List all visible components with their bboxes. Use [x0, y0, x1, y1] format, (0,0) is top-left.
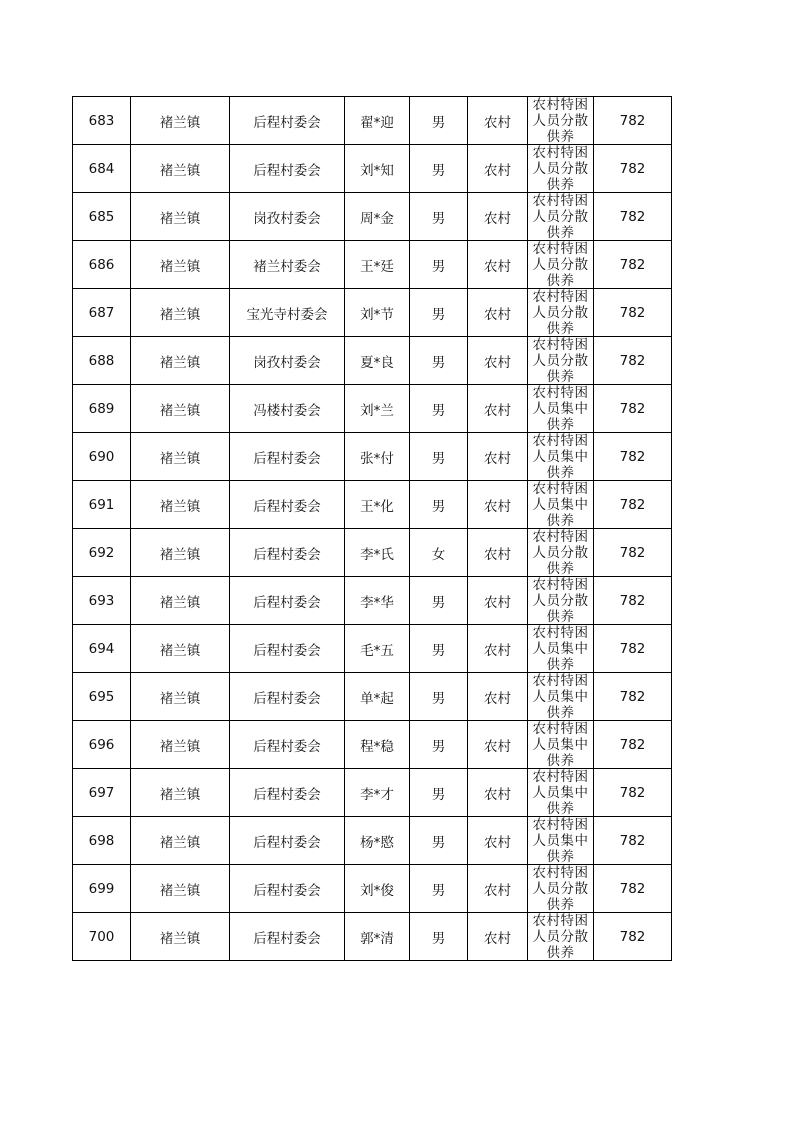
cell-person-name: 郭*清: [345, 913, 410, 961]
cell-serial-number: 691: [73, 481, 131, 529]
cell-gender: 男: [410, 625, 468, 673]
cell-amount: 782: [594, 865, 672, 913]
cell-gender: 男: [410, 817, 468, 865]
cell-support-type: [528, 673, 594, 721]
cell-town: 褚兰镇: [131, 433, 230, 481]
cell-gender: 男: [410, 97, 468, 145]
support-type-text: 农村特困人员分散供养: [532, 577, 589, 624]
cell-support-type: [528, 433, 594, 481]
cell-serial-number: 695: [73, 673, 131, 721]
table-row: [73, 97, 672, 145]
cell-person-name: 王*化: [345, 481, 410, 529]
cell-person-name: 李*华: [345, 577, 410, 625]
table-row: [73, 289, 672, 337]
cell-gender: 男: [410, 577, 468, 625]
cell-town: 褚兰镇: [131, 817, 230, 865]
cell-gender: 男: [410, 481, 468, 529]
cell-gender: 男: [410, 241, 468, 289]
cell-serial-number: 689: [73, 385, 131, 433]
cell-serial-number: 700: [73, 913, 131, 961]
cell-area-type: 农村: [468, 673, 528, 721]
cell-town: 褚兰镇: [131, 625, 230, 673]
cell-gender: 男: [410, 385, 468, 433]
support-type-text: 农村特困人员集中供养: [532, 673, 589, 720]
cell-village: 后程村委会: [230, 97, 345, 145]
support-type-text: 农村特困人员集中供养: [532, 385, 589, 432]
cell-area-type: 农村: [468, 817, 528, 865]
cell-town: 褚兰镇: [131, 673, 230, 721]
relief-roster-table: [72, 96, 672, 961]
cell-town: 褚兰镇: [131, 145, 230, 193]
cell-serial-number: 692: [73, 529, 131, 577]
support-type-text: 农村特困人员分散供养: [532, 193, 589, 240]
cell-village: 后程村委会: [230, 145, 345, 193]
cell-village: 后程村委会: [230, 769, 345, 817]
table-row: [73, 913, 672, 961]
cell-area-type: 农村: [468, 577, 528, 625]
cell-person-name: 王*廷: [345, 241, 410, 289]
cell-gender: 男: [410, 865, 468, 913]
cell-village: 后程村委会: [230, 721, 345, 769]
cell-area-type: 农村: [468, 385, 528, 433]
cell-support-type: [528, 145, 594, 193]
cell-serial-number: 683: [73, 97, 131, 145]
support-type-text: 农村特困人员分散供养: [532, 529, 589, 576]
cell-support-type: [528, 385, 594, 433]
cell-person-name: 周*金: [345, 193, 410, 241]
cell-village: 后程村委会: [230, 673, 345, 721]
support-type-text: 农村特困人员分散供养: [532, 241, 589, 288]
cell-person-name: 杨*愍: [345, 817, 410, 865]
support-type-text: 农村特困人员分散供养: [532, 865, 589, 912]
cell-serial-number: 698: [73, 817, 131, 865]
cell-support-type: [528, 625, 594, 673]
cell-serial-number: 686: [73, 241, 131, 289]
cell-amount: 782: [594, 97, 672, 145]
cell-gender: 男: [410, 145, 468, 193]
cell-amount: 782: [594, 289, 672, 337]
cell-gender: 女: [410, 529, 468, 577]
cell-area-type: 农村: [468, 433, 528, 481]
cell-gender: 男: [410, 433, 468, 481]
cell-amount: 782: [594, 817, 672, 865]
cell-support-type: [528, 241, 594, 289]
table-row: [73, 721, 672, 769]
cell-gender: 男: [410, 337, 468, 385]
cell-town: 褚兰镇: [131, 337, 230, 385]
cell-town: 褚兰镇: [131, 721, 230, 769]
cell-village: 后程村委会: [230, 817, 345, 865]
cell-gender: 男: [410, 289, 468, 337]
cell-village: 褚兰村委会: [230, 241, 345, 289]
cell-serial-number: 693: [73, 577, 131, 625]
cell-area-type: 农村: [468, 97, 528, 145]
cell-serial-number: 690: [73, 433, 131, 481]
cell-area-type: 农村: [468, 193, 528, 241]
cell-gender: 男: [410, 769, 468, 817]
cell-amount: 782: [594, 433, 672, 481]
cell-village: 后程村委会: [230, 433, 345, 481]
support-type-text: 农村特困人员分散供养: [532, 337, 589, 384]
cell-town: 褚兰镇: [131, 577, 230, 625]
cell-support-type: [528, 865, 594, 913]
cell-village: 后程村委会: [230, 865, 345, 913]
cell-village: 岗孜村委会: [230, 337, 345, 385]
cell-town: 褚兰镇: [131, 913, 230, 961]
cell-amount: 782: [594, 529, 672, 577]
cell-area-type: 农村: [468, 289, 528, 337]
cell-amount: 782: [594, 193, 672, 241]
cell-gender: 男: [410, 193, 468, 241]
cell-town: 褚兰镇: [131, 193, 230, 241]
cell-amount: 782: [594, 481, 672, 529]
support-type-text: 农村特困人员分散供养: [532, 289, 589, 336]
cell-amount: 782: [594, 145, 672, 193]
cell-village: 冯楼村委会: [230, 385, 345, 433]
table-row: [73, 481, 672, 529]
cell-village: 后程村委会: [230, 913, 345, 961]
cell-serial-number: 685: [73, 193, 131, 241]
table-row: [73, 817, 672, 865]
cell-support-type: [528, 97, 594, 145]
support-type-text: 农村特困人员分散供养: [532, 97, 589, 144]
cell-town: 褚兰镇: [131, 289, 230, 337]
cell-village: 后程村委会: [230, 529, 345, 577]
cell-person-name: 夏*良: [345, 337, 410, 385]
cell-area-type: 农村: [468, 145, 528, 193]
table-row: [73, 241, 672, 289]
cell-person-name: 李*氏: [345, 529, 410, 577]
cell-area-type: 农村: [468, 481, 528, 529]
table-row: [73, 337, 672, 385]
cell-area-type: 农村: [468, 337, 528, 385]
cell-serial-number: 696: [73, 721, 131, 769]
cell-support-type: [528, 529, 594, 577]
cell-amount: 782: [594, 241, 672, 289]
cell-area-type: 农村: [468, 721, 528, 769]
cell-support-type: [528, 769, 594, 817]
cell-village: 宝光寺村委会: [230, 289, 345, 337]
cell-serial-number: 699: [73, 865, 131, 913]
cell-town: 褚兰镇: [131, 481, 230, 529]
cell-area-type: 农村: [468, 865, 528, 913]
cell-support-type: [528, 721, 594, 769]
cell-person-name: 李*才: [345, 769, 410, 817]
cell-person-name: 单*起: [345, 673, 410, 721]
cell-person-name: 刘*俊: [345, 865, 410, 913]
cell-amount: 782: [594, 577, 672, 625]
support-type-text: 农村特困人员分散供养: [532, 145, 589, 192]
cell-serial-number: 684: [73, 145, 131, 193]
cell-amount: 782: [594, 337, 672, 385]
cell-village: 后程村委会: [230, 625, 345, 673]
table-row: [73, 529, 672, 577]
support-type-text: 农村特困人员集中供养: [532, 769, 589, 816]
cell-village: 后程村委会: [230, 481, 345, 529]
cell-support-type: [528, 577, 594, 625]
cell-town: 褚兰镇: [131, 241, 230, 289]
cell-person-name: 刘*节: [345, 289, 410, 337]
support-type-text: 农村特困人员集中供养: [532, 817, 589, 864]
table-body: [73, 97, 672, 961]
cell-support-type: [528, 337, 594, 385]
support-type-text: 农村特困人员集中供养: [532, 481, 589, 528]
cell-support-type: [528, 817, 594, 865]
cell-serial-number: 697: [73, 769, 131, 817]
cell-support-type: [528, 193, 594, 241]
table-row: [73, 385, 672, 433]
table-row: [73, 433, 672, 481]
table-row: [73, 673, 672, 721]
cell-village: 岗孜村委会: [230, 193, 345, 241]
cell-town: 褚兰镇: [131, 865, 230, 913]
cell-gender: 男: [410, 673, 468, 721]
cell-town: 褚兰镇: [131, 769, 230, 817]
cell-person-name: 张*付: [345, 433, 410, 481]
cell-town: 褚兰镇: [131, 97, 230, 145]
cell-amount: 782: [594, 913, 672, 961]
cell-person-name: 毛*五: [345, 625, 410, 673]
table-row: [73, 769, 672, 817]
cell-serial-number: 688: [73, 337, 131, 385]
cell-town: 褚兰镇: [131, 529, 230, 577]
cell-person-name: 程*稳: [345, 721, 410, 769]
cell-support-type: [528, 289, 594, 337]
cell-area-type: 农村: [468, 529, 528, 577]
cell-person-name: 刘*知: [345, 145, 410, 193]
cell-town: 褚兰镇: [131, 385, 230, 433]
cell-gender: 男: [410, 913, 468, 961]
support-type-text: 农村特困人员集中供养: [532, 625, 589, 672]
table-row: [73, 625, 672, 673]
cell-person-name: 刘*兰: [345, 385, 410, 433]
table-row: [73, 577, 672, 625]
cell-amount: 782: [594, 625, 672, 673]
cell-amount: 782: [594, 673, 672, 721]
cell-amount: 782: [594, 385, 672, 433]
cell-amount: 782: [594, 721, 672, 769]
cell-gender: 男: [410, 721, 468, 769]
cell-area-type: 农村: [468, 913, 528, 961]
cell-person-name: 翟*迎: [345, 97, 410, 145]
cell-support-type: [528, 913, 594, 961]
cell-village: 后程村委会: [230, 577, 345, 625]
cell-serial-number: 687: [73, 289, 131, 337]
cell-support-type: [528, 481, 594, 529]
support-type-text: 农村特困人员分散供养: [532, 913, 589, 960]
table-row: [73, 145, 672, 193]
support-type-text: 农村特困人员集中供养: [532, 721, 589, 768]
cell-serial-number: 694: [73, 625, 131, 673]
cell-area-type: 农村: [468, 769, 528, 817]
table-row: [73, 193, 672, 241]
cell-area-type: 农村: [468, 241, 528, 289]
support-type-text: 农村特困人员集中供养: [532, 433, 589, 480]
cell-area-type: 农村: [468, 625, 528, 673]
table-row: [73, 865, 672, 913]
cell-amount: 782: [594, 769, 672, 817]
